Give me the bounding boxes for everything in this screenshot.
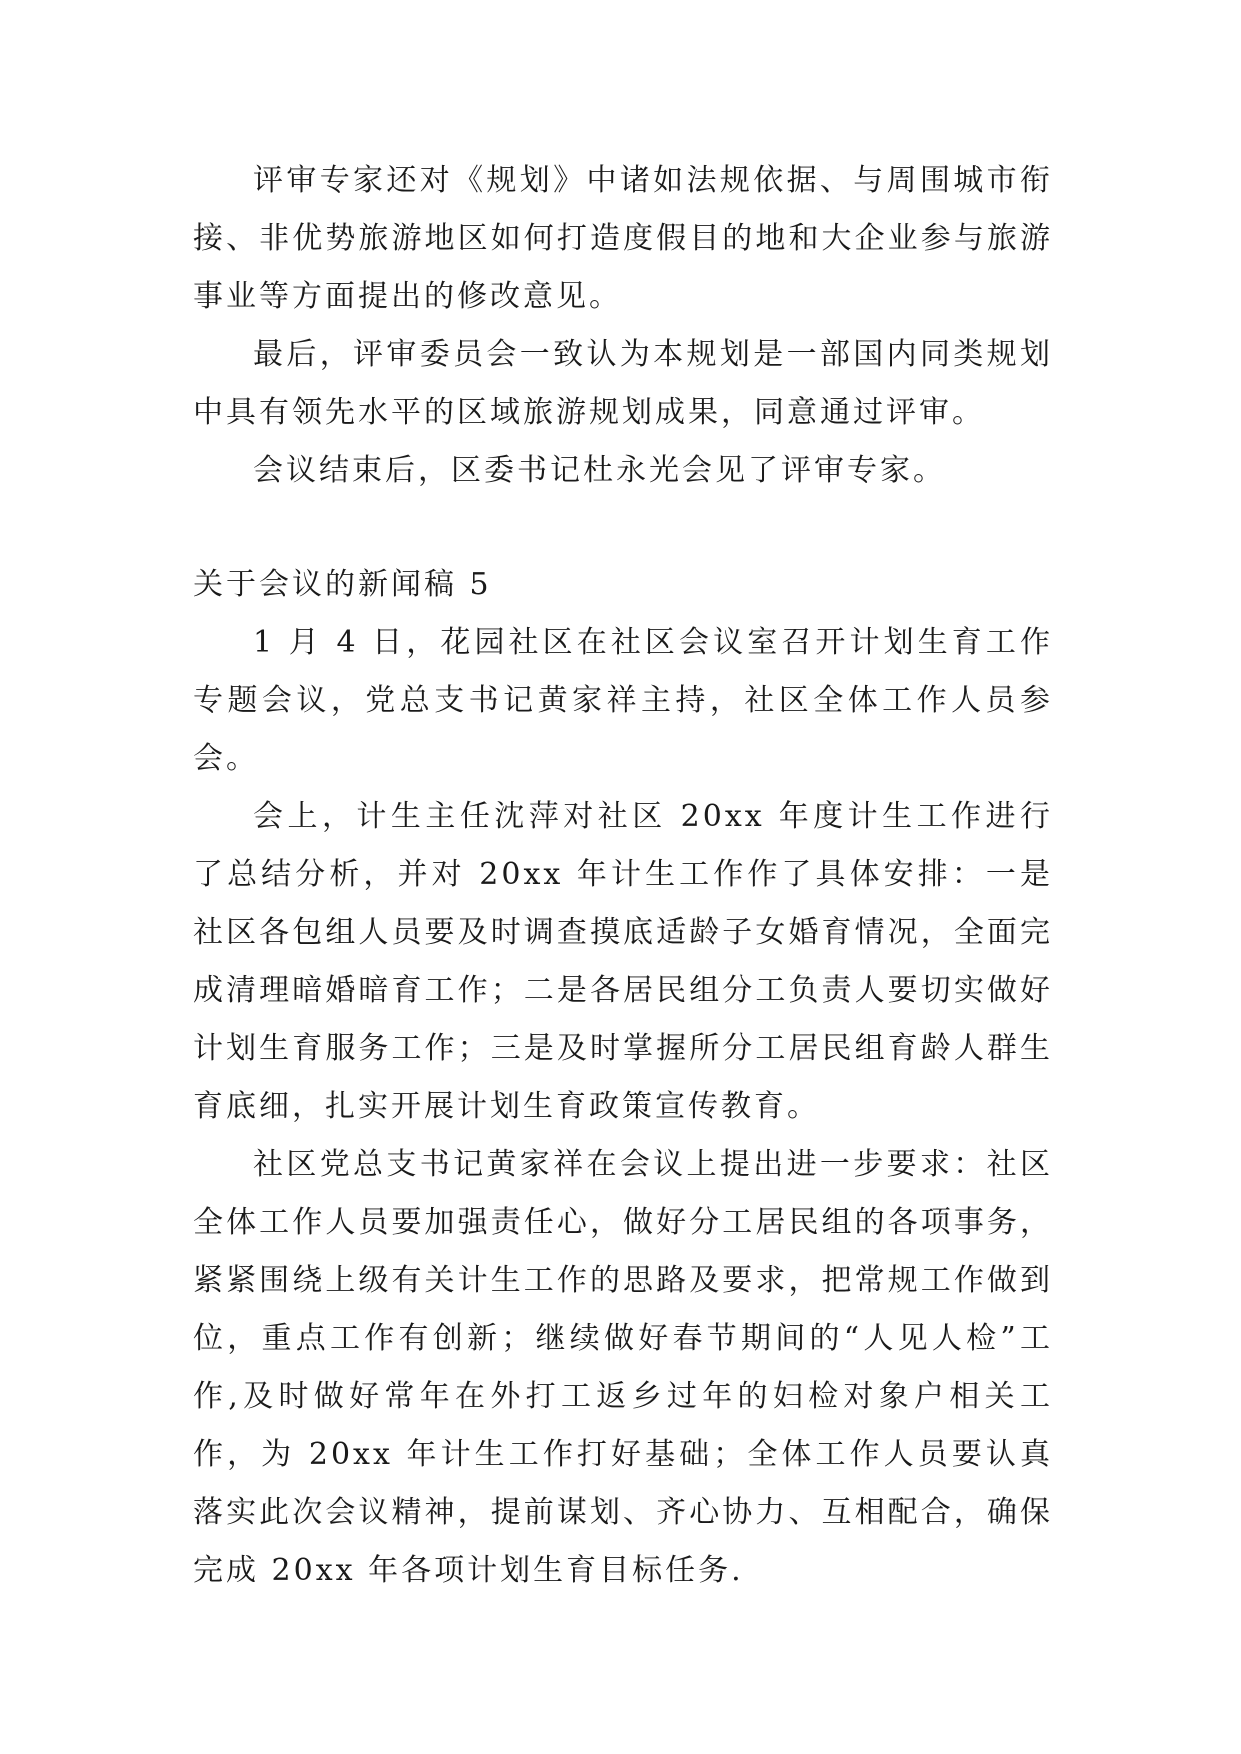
- section-title: 关于会议的新闻稿 5: [193, 567, 492, 602]
- paragraph-review-opinions: 评审专家还对《规划》中诸如法规依据、与周围城市衔接、非优势旅游地区如何打造度假目的地和大企业参与旅游事业等方面提出的修改意见。: [193, 163, 1053, 314]
- paragraph-meeting-end: 会议结束后，区委书记杜永光会见了评审专家。: [253, 453, 946, 488]
- paragraph-meeting-intro: 1 月 4 日，花园社区在社区会议室召开计划生育工作专题会议，党总支书记黄家祥主持，社区全体工作人员参会。: [193, 625, 1053, 776]
- paragraph-further-requirements: 社区党总支书记黄家祥在会议上提出进一步要求：社区全体工作人员要加强责任心，做好分工居民组的各项事务，紧紧围绕上级有关计生工作的思路及要求，把常规工作做到位，重点工作有创新；继续做好春节期间的“人见人检”工作,及时做好常年在外打工返乡过年的妇检对象户相关工作，为 20xx 年计生工作打好基础；全体工作人员要认真落实此次会议精神，提前谋划、齐心协力、互相配合，确保完成 20xx 年各项计划生育目标任务.: [193, 1147, 1053, 1588]
- paragraph-review-conclusion: 最后，评审委员会一致认为本规划是一部国内同类规划中具有领先水平的区域旅游规划成果，同意通过评审。: [193, 337, 1053, 430]
- paragraph-work-summary: 会上，计生主任沈萍对社区 20xx 年度计生工作进行了总结分析，并对 20xx 年计生工作作了具体安排：一是社区各包组人员要及时调查摸底适龄子女婚育情况，全面完成清理暗婚暗育工作；二是各居民组分工负责人要切实做好计划生育服务工作；三是及时掌握所分工居民组育龄人群生育底细，扎实开展计划生育政策宣传教育。: [193, 799, 1053, 1124]
- document-body: [193, 152, 1053, 1600]
